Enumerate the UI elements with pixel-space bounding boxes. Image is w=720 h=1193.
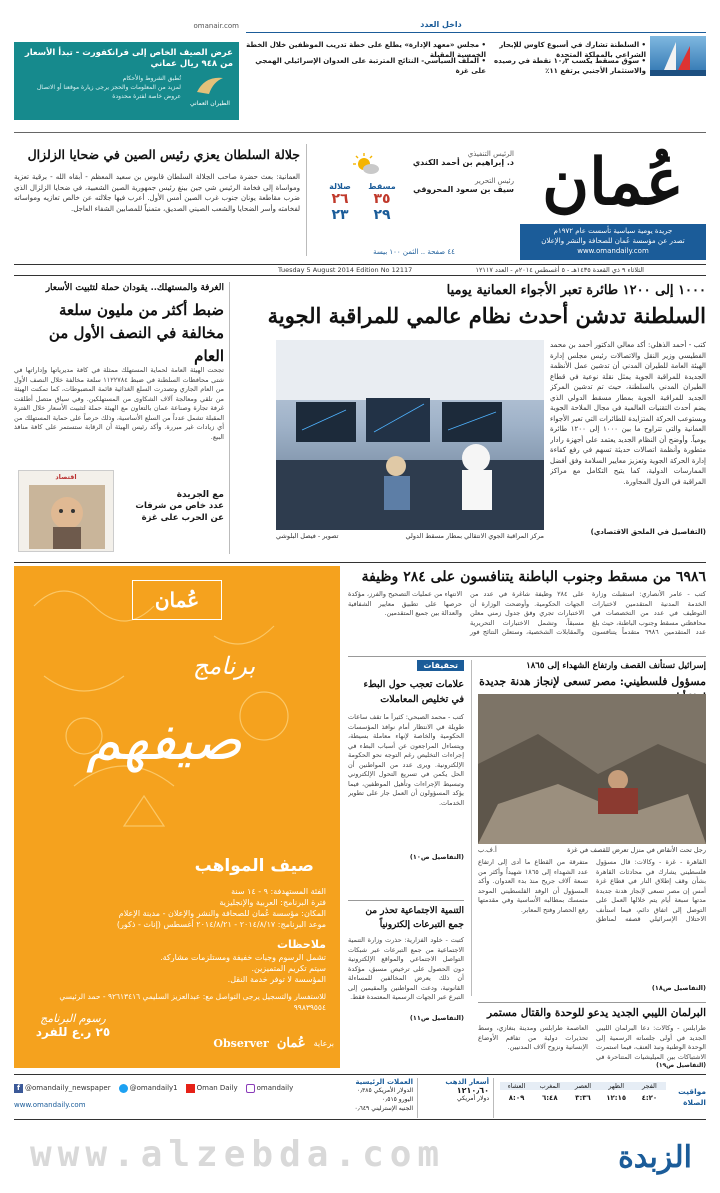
- youtube-icon: [186, 1084, 195, 1093]
- social-link-twitter[interactable]: [119, 1081, 178, 1095]
- investigation-continued[interactable]: (التفاصيل ص١٠): [409, 853, 464, 861]
- pages-price: ٤٤ صفحة .. الثمن ١٠٠ بيسة: [373, 248, 455, 256]
- atc-caption: [276, 532, 544, 540]
- lead-body: كتب - أحمد الذهلي: أكد معالي الدكتور أحمد بن محمد الفطيسي وزير النقل والاتصالات رئيس مجلس إدارة الهيئة العامة للطيران المدني أن تدشين عمل الأنظمة الجديدة للمراقبة الجوية يمثل نقلة نوعية في قطاع الطيران المدني بالسلطنة، حيث تم تدشين المركز الجديد للمراقبة الجوية بمطار مسقط الدولي الذي يضم أحدث التقنيات العالمية في مجال الملاحة الجوية ويستوعب الحركة المتزايدة للطائرات التي تعبر الأجواء العمانية والتي تتراوح ما بين ١٠٠٠ إلى ١٢٠٠ طائرة يومياً. وأوضح أن النظام الجديد يعتمد على أجهزة رادار متطورة وأنظمة اتصالات حديثة تسهم في رفع كفاءة إدارة الحركة الجوية وتعزيز معايير السلامة وفق أفضل الممارسات الدولية، كما يتيح التكامل مع مراكز المراقبة في الدول المجاورة.: [550, 341, 706, 486]
- twitter-icon: [119, 1084, 128, 1093]
- chief-label: رئيس التحرير: [475, 177, 514, 185]
- sponsor-observer: Observer: [213, 1037, 269, 1050]
- currency-line: الدولار الأمريكي ٠٫٣٨٥: [356, 1087, 413, 1094]
- libya-continued[interactable]: (التفاصيل ص١٩): [656, 1062, 706, 1069]
- offer-line: عروض خاصة لفترة محدودة: [112, 93, 181, 100]
- prayer-time: ٣:٣٦: [575, 1094, 591, 1102]
- ad-detail: فترة البرنامج: العربية والإنجليزية: [219, 898, 326, 907]
- lead-headline[interactable]: السلطنة تدشن أحدث نظام عالمي للمراقبة الجوية: [267, 303, 706, 328]
- libya-body: طرابلس - وكالات: دعا البرلمان الليبي الجديد في أولى جلساته الرسمية إلى الوحدة الوطنية ونبذ العنف، فيما استمرت الاشتباكات بين الميليشيات المتناحرة في العاصمة طرابلس ومدينة بنغازي، وسط تحذيرات دولية من تفاقم الأوضاع الإنسانية ونزوح آلاف المدنيين.: [478, 1024, 706, 1061]
- social-story: [348, 904, 464, 1032]
- sponsor-oman: عُمان: [276, 1036, 306, 1051]
- prayer-name: المغرب: [533, 1082, 566, 1090]
- oman-air-brand: الطيران العماني: [190, 100, 230, 107]
- watermark-bar: [0, 1124, 720, 1193]
- sponsor-label: برعاية: [313, 1039, 334, 1048]
- social-handle: @omandaily_newspaper: [25, 1084, 111, 1092]
- social-continued[interactable]: (التفاصيل ص١١): [409, 1014, 464, 1022]
- gaza-caption: رجل تحت الأنقاض في منزل تعرض للقصف في غزة: [567, 846, 706, 854]
- weather-low: ٢٣: [331, 207, 349, 223]
- gold-unit: دولار أمريكي: [457, 1095, 489, 1102]
- sailing-photo: [650, 36, 706, 76]
- investigation-label-text: تحقيقات: [417, 660, 464, 671]
- gaza-body: القاهرة - غزة - وكالات: قال مسؤول فلسطيني يشارك في محادثات القاهرة بشأن وقف إطلاق النار في قطاع غزة أمس إن مصر تسعى لإنجاز هدنة جديدة مدتها سبعة أيام يتم خلالها العمل على التوصل إلى اتفاق دائم، فيما استأنف الاحتلال الإسرائيلي قصفه لمناطق متفرقة من القطاع ما أدى إلى ارتفاع عدد الشهداء إلى ١٨٦٥ شهيداً وأكثر من تسعة آلاف جريح منذ بدء العدوان. وأكد المسؤول أن الوفد الفلسطيني الموحد متمسك بمطالبه الأساسية وفي مقدمتها رفع الحصار وفتح المعابر.: [478, 858, 706, 923]
- supplement-box: [14, 470, 224, 554]
- bird-icon: [195, 74, 225, 96]
- atc-caption-text: مركز المراقبة الجوي الانتقالي بمطار مسقط الدولي: [405, 532, 544, 540]
- ad-contact[interactable]: للاستفسار والتسجيل يرجى التواصل مع: عبدالعزيز السليمي ٩٢٦١٣٤١٦ - حمد الرئيسي ٩٩٨٣٩٥٥٤: [59, 992, 326, 1012]
- currency-label: العملات الرئيسية: [355, 1078, 413, 1086]
- prayer-name: الفجر: [633, 1082, 666, 1090]
- gold-value: ١٢١٠٫٦٠: [456, 1086, 489, 1095]
- currency-box: [322, 1078, 418, 1118]
- jobs-body: كتب - عامر الأنصاري: استقبلت وزارة الخدمة المدنية المتقدمين لاختبارات التوظيف في عدد من التخصصات في محافظتي مسقط وجنوب الباطنة، حيث بلغ عدد المتقدمين ٦٩٨٦ متقدماً يتنافسون على ٢٨٤ وظيفة شاغرة في عدد من الجهات الحكومية. وأوضحت الوزارة أن الاختبارات تجري وفق جدول زمني معلن مسبقاً، وتشمل الاختبارات التحريرية والمقابلات الشخصية، وستعلن النتائج فور الانتهاء من عمليات التصحيح والفرز، مؤكدة حرصها على تطبيق معايير الشفافية والعدالة بين جميع المتقدمين.: [348, 590, 706, 636]
- gaza-caption-row: [478, 846, 706, 854]
- chief-name: سيف بن سعود المحروقي: [413, 185, 514, 194]
- oman-air-offer-title: عرض الصيف الخاص إلى فرانكفورت - تبدأ الأسعار من ٩٤٨ ريال عماني: [24, 48, 233, 69]
- currency-line: اليورو ٠٫٥١٥: [382, 1096, 413, 1103]
- prices-headline[interactable]: ضبط أكثر من مليون سلعة مخالفة في النصف الأول من العام: [48, 301, 224, 365]
- ad-detail: موعد البرنامج: ٢٠١٤/٨/١٧ - ٢٠١٤/٨/٢١ أغسطس (إناث - ذكور): [116, 920, 326, 929]
- in-this-issue: [246, 18, 706, 123]
- investigation-body: كتب - محمد الصبحي: كثيراً ما تقف ساعات طويلة في الانتظار أمام نوافذ المؤسسات الحكومية والخاصة لإنهاء معاملة بسيطة، ويتساءل المراجعون عن أسباب البطء في إجراءات التخليص رغم التوجه نحو الحكومة الإلكترونية. ويرى عدد من المواطنين أن الحل يكمن في تسريع التحول الإلكتروني وتبسيط الإجراءات وتأهيل الموظفين، فيما يؤكد المسؤولون أن العمل جار على تطوير الخدمات.: [348, 713, 464, 807]
- gaza-continued[interactable]: (التفاصيل ص١٨): [651, 984, 706, 992]
- ceo-name: د. إبراهيم بن أحمد الكندي: [412, 158, 514, 167]
- date-ar: الثلاثاء ٩ ذي القعدة ١٤٣٥هـ - ٥ أغسطس ٢٠١٤م - العدد ١٢١١٧: [475, 266, 644, 274]
- ad-notes-title: ملاحظات: [277, 938, 326, 951]
- weather-city: مسقط: [368, 182, 396, 191]
- ad-details: [28, 886, 326, 1013]
- social-link-youtube[interactable]: [186, 1081, 238, 1095]
- footer-bar: [14, 1074, 706, 1120]
- ad-title-2: صيفهم: [86, 708, 242, 773]
- offer-line: لمزيد من المعلومات والحجز يرجى زيارة موقعنا أو الاتصال: [36, 84, 181, 91]
- watermark-logo[interactable]: [600, 1132, 710, 1182]
- social-handle: @omandaily1: [129, 1084, 178, 1092]
- supplement-caption-text: عدد خاص من شرفات عن الحرب على غزة: [135, 501, 224, 523]
- gold-box: [424, 1078, 494, 1118]
- social-link-facebook[interactable]: [14, 1081, 111, 1095]
- index-item[interactable]: • الملف السياسي- النتائج المترتبة على العدوان الإسرائيلي الهمجي على غزة: [255, 57, 486, 75]
- investigation-headline[interactable]: علامات تعجب حول البطء في تخليص المعاملات: [363, 679, 464, 705]
- prayer-name: العصر: [566, 1082, 599, 1090]
- investigation-label: [348, 660, 464, 671]
- ad-brand-box: [132, 580, 222, 620]
- gaza-credit: أ.ف.ب: [478, 846, 497, 854]
- lead-continued[interactable]: (التفاصيل في الملحق الاقتصادي): [590, 528, 706, 536]
- ad-fees-label: رسوم البرنامج: [40, 1012, 106, 1025]
- prayer-time: ١٢:١٥: [606, 1094, 627, 1102]
- sun-icon: [352, 152, 380, 176]
- social-handle: Oman Daily: [196, 1084, 238, 1092]
- logo-publisher: تصدر عن مؤسسة عُمان للصحافة والنشر والإعلان: [541, 237, 685, 245]
- lead-story: [236, 282, 706, 560]
- date-en: Tuesday 5 August 2014 Edition No 12117: [278, 266, 413, 274]
- gaza-story: [478, 660, 706, 1000]
- weather-high: ٣٥: [373, 191, 391, 207]
- gaza-photo: [478, 694, 706, 844]
- footer-site[interactable]: www.omandaily.com: [14, 1101, 86, 1109]
- quake-headline[interactable]: جلالة السلطان يعزي رئيس الصين في ضحايا الزلزال: [27, 147, 300, 162]
- prayer-name: العشاء: [500, 1082, 533, 1090]
- ad-note: المؤسسة لا توفر خدمة النقل.: [227, 975, 326, 984]
- atc-photo: [276, 340, 544, 530]
- index-item[interactable]: • مجلس «معهد الإدارة» يطلع على خطة تدريب الموظفين خلال الخطة الخمسية المقبلة: [246, 41, 486, 59]
- ad-note: سيتم تكريم المتميزين.: [251, 964, 326, 973]
- quake-body: العمانية: بعث حضرة صاحب الجلالة السلطان قابوس بن سعيد المعظم - أبقاه الله - برقية تعزية ومواساة إلى فخامة الرئيس شي جين بينغ رئيس جمهورية الصين الشعبية، في ضحايا الزلزال الذي ضرب مقاطعة يونان جنوب غرب الصين أمس الأول. أعرب فيها جلالته عن خالص تعازيه ومواساته لفخامته وأسر الضحايا والشعب الصيني الصديق، متمنياً للمصابين الشفاء العاجل.: [14, 173, 300, 213]
- social-link-instagram[interactable]: [246, 1081, 294, 1095]
- quake-story: [14, 140, 300, 258]
- atc-credit: تصوير - فيصل البلوشي: [276, 532, 339, 540]
- ad-detail: الفئة المستهدفة: ٩ - ١٤ سنة: [231, 887, 326, 896]
- instagram-icon: [246, 1084, 255, 1093]
- gold-label: أسعار الذهب: [445, 1078, 489, 1086]
- prayer-name: الظهر: [600, 1082, 633, 1090]
- social-links: [14, 1081, 314, 1095]
- top-strip: [14, 18, 706, 136]
- logo-site[interactable]: www.omandaily.com: [577, 247, 649, 255]
- ad-note: تشمل الرسوم وجبات خفيفة ومستلزمات مشاركة.: [160, 953, 326, 962]
- date-bar: [14, 264, 706, 276]
- ceo-label: الرئيس التنفيذي: [467, 150, 514, 158]
- ad-fees: [28, 1012, 118, 1039]
- prayer-time: ٦:٤٨: [541, 1094, 558, 1102]
- editors-box: [406, 150, 514, 194]
- supplement-caption-title: مع الجريدة: [176, 490, 224, 500]
- masthead: [14, 140, 706, 272]
- ad-brand: عُمان: [154, 588, 200, 612]
- gaza-headline[interactable]: مسؤول فلسطيني: مصر تسعى لإنجاز هدنة جديدة: [479, 675, 706, 688]
- facebook-icon: f: [14, 1084, 23, 1093]
- social-headline[interactable]: التنمية الاجتماعية تحذر من جمع التبرعات إلكترونياً: [365, 906, 464, 930]
- gaza-kicker: إسرائيل تستأنف القصف وارتفاع الشهداء إلى ١٨٦٥: [526, 661, 706, 671]
- index-title: داخل العدد: [420, 20, 462, 29]
- logo-text: عُمان: [542, 145, 684, 220]
- libya-story: [478, 1006, 706, 1070]
- social-body: كتبت - خلود الفزارية: حذرت وزارة التنمية الاجتماعية من جمع التبرعات عبر شبكات التواصل الاجتماعي والمواقع الإلكترونية دون الحصول على ترخيص مسبق، مؤكدة أن ذلك يعرض المخالفين للمساءلة القانونية، ودعت المواطنين والمقيمين إلى التبرع عبر الجهات الرسمية المعتمدة فقط.: [348, 936, 464, 1001]
- prayer-time: ٨:٠٩: [508, 1094, 525, 1102]
- lead-kicker: ١٠٠٠ إلى ١٢٠٠ طائرة تعبر الأجواء العمانية يوميا: [446, 283, 706, 298]
- oman-air-logo: [187, 74, 233, 107]
- supplement-cover: [18, 470, 114, 552]
- libya-headline[interactable]: البرلمان الليبي الجديد يدعو للوحدة والقتال مستمر: [487, 1007, 706, 1019]
- summer-program-ad[interactable]: [14, 566, 340, 1068]
- weather-city: صلالة: [329, 182, 351, 191]
- ad-detail: المكان: مؤسسة عُمان للصحافة والنشر والإعلان - مدينة الإعلام: [118, 909, 326, 918]
- supplement-label: اقتصاد: [55, 473, 77, 481]
- logo-tagline: جريدة يومية سياسية تأسست عام ١٩٧٢م: [553, 227, 673, 235]
- social-handle: omandaily: [256, 1084, 294, 1092]
- prices-kicker: الغرفة والمستهلك.. يقودان حملة لتثبيت الأسعار: [45, 283, 224, 293]
- investigation-story: [348, 660, 464, 896]
- prayer-box: [500, 1078, 706, 1118]
- offer-line: تُطبق الشروط والأحكام: [122, 75, 181, 82]
- oman-air-site[interactable]: omanair.com: [193, 22, 239, 30]
- index-item[interactable]: • السلطنة تشارك في أسبوع كاوس للإبحار الشراعي بالمملكة المتحدة: [499, 41, 646, 59]
- weather-box: [314, 148, 404, 244]
- prayer-time: ٤:٢٠: [641, 1094, 658, 1102]
- watermark-logo-text: الزبدة: [618, 1139, 692, 1175]
- jobs-headline[interactable]: ٦٩٨٦ من مسقط وجنوب الباطنة يتنافسون على ٢٨٤ وظيفة: [361, 569, 706, 585]
- watermark-url[interactable]: www.alzebda.com: [30, 1134, 446, 1175]
- index-item[interactable]: • سوق مسقط يكسب ١٠٫٣ نقطة في رصيده والاستثمار الأجنبي يرتفع ١١٪: [494, 57, 646, 75]
- weather-low: ٢٩: [373, 207, 391, 223]
- jobs-story: [348, 566, 706, 652]
- oman-air-offer: [14, 42, 239, 120]
- ad-subtitle: صيف المواهب: [194, 856, 314, 876]
- masthead-logo[interactable]: [520, 140, 706, 260]
- prices-story: [14, 282, 224, 554]
- ad-title-1: برنامج: [192, 652, 256, 680]
- ad-fees-value: ٢٥ ر.ع للفرد: [35, 1025, 111, 1039]
- prayer-label: مواقيت الصلاة: [678, 1087, 706, 1107]
- weather-high: ٢٦: [331, 191, 349, 207]
- ad-sponsors: [184, 1036, 334, 1051]
- currency-line: الجنيه الإسترليني ٠٫٦٤٩: [354, 1105, 413, 1112]
- oman-air-ad[interactable]: [14, 18, 239, 123]
- prices-body: تجحت الهيئة العامة لحماية المستهلك ممثلة في كافة مديرياتها وإداراتها في شتى محافظات السلطنة في ضبط ١١٢٢٧٨٤ سلعة مخالفة خلال النصف الأول من العام الجاري وتصدرت السلع الغذائية قائمة المضبوطات، كما تمكنت الهيئة من تلقي ومعالجة آلاف الشكاوى من المستهلكين. وفي سياق متصل أطلقت غرفة تجارة وصناعة عمان بالتعاون مع الهيئة حملة لتثبيت الأسعار خلال الفترة المقبلة تشمل عدداً من السلع الأساسية، وذلك حرصاً على حماية المستهلك من أي زيادات غير مبررة. وأكد رئيس الهيئة أن الرقابة ستستمر على كافة منافذ البيع.: [14, 366, 224, 441]
